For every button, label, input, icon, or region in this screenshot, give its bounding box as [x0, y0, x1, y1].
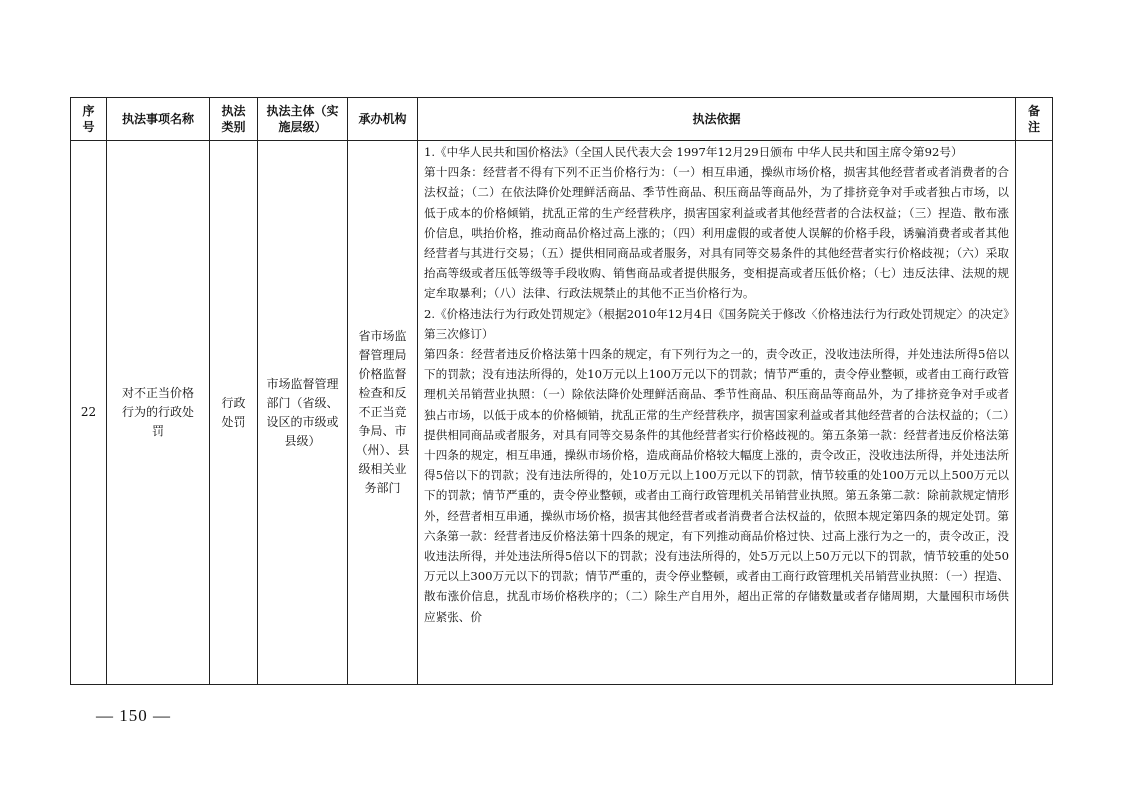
page-number: — 150 — — [96, 706, 171, 725]
header-subject: 执法主体（实施层级） — [258, 98, 348, 141]
table-header-row — [71, 98, 1053, 141]
basis-paragraph: 第十四条：经营者不得有下列不正当价格行为：（一）相互串通，操纵市场价格，损害其他经营者或者消费者的合法权益；（二）在依法降价处理鲜活商品、季节性商品、积压商品等商品外，为了排挤竞争对手或者独占市场，以低于成本的价格倾销，扰乱正常的生产经营秩序，损害国家利益或者其他经营者的合法权益；（三）捏造、散布涨价信息，哄抬价格，推动商品价格过高上涨的；（四）利用虚假的或者使人误解的价格手段，诱骗消费者或者其他经营者与其进行交易；（五）提供相同商品或者服务，对具有同等交易条件的其他经营者实行价格歧视；（六）采取抬高等级或者压低等级等手段收购、销售商品或者提供服务，变相提高或者压低价格；（七）违反法律、法规的规定牟取暴利；（八）法律、行政法规禁止的其他不正当价格行为。 — [424, 165, 1009, 301]
basis-text-block — [424, 142, 1009, 684]
basis-paragraph: 1.《中华人民共和国价格法》（全国人民代表大会 1997年12月29日颁布 中华人民共和国主席令第92号） — [424, 145, 963, 159]
cell-remarks — [1016, 141, 1053, 685]
header-basis: 执法依据 — [418, 98, 1016, 141]
cell-agency: 省市场监督管理局价格监督检查和反不正当竞争局、市（州）、县级相关业务部门 — [348, 141, 418, 685]
header-agency: 承办机构 — [348, 98, 418, 141]
basis-paragraph: 第四条：经营者违反价格法第十四条的规定，有下列行为之一的，责令改正，没收违法所得，并处违法所得5倍以下的罚款；没有违法所得的，处10万元以上100万元以下的罚款；情节严重的，责令停业整顿，或者由工商行政管理机关吊销营业执照：（一）除依法降价处理鲜活商品、季节性商品、积压商品等商品外，为了排挤竞争对手或者独占市场，以低于成本的价格倾销，扰乱正常的生产经营秩序，损害国家利益或者其他经营者的合法权益的；（二）提供相同商品或者服务，对具有同等交易条件的其他经营者实行价格歧视的。第五条第一款：经营者违反价格法第十四条的规定，相互串通，操纵市场价格，造成商品价格较大幅度上涨的，责令改正，没收违法所得，并处违法所得5倍以下的罚款；没有违法所得的，处10万元以上100万元以下的罚款，情节较重的处100万元以上500万元以下的罚款；情节严重的，责令停业整顿，或者由工商行政管理机关吊销营业执照。第五条第二款：除前款规定情形外，经营者相互串通，操纵市场价格，损害其他经营者或者消费者合法权益的，依照本规定第四条的规定处罚。第六条第一款：经营者违反价格法第十四条的规定，有下列推动商品价格过快、过高上涨行为之一的，责令改正，没收违法所得，并处违法所得5倍以下的罚款；没有违法所得的，处5万元以上50万元以下的罚款，情节较重的处50万元以上300万元以下的罚款；情节严重的，责令停业整顿，或者由工商行政管理机关吊销营业执照：（一）捏造、散布涨价信息，扰乱市场价格秩序的；（二）除生产自用外，超出正常的存储数量或者存储周期，大量囤积市场供应紧张、价 — [424, 347, 1009, 624]
cell-no: 22 — [71, 141, 107, 685]
cell-subject: 市场监督管理部门（省级、设区的市级或县级） — [258, 141, 348, 685]
header-remarks: 备注 — [1016, 98, 1053, 141]
header-no: 序号 — [71, 98, 107, 141]
law-enforcement-table — [70, 97, 1053, 685]
table-row — [71, 141, 1053, 685]
cell-basis — [418, 141, 1016, 685]
header-category: 执法类别 — [210, 98, 258, 141]
cell-category: 行政处罚 — [210, 141, 258, 685]
basis-paragraph: 2.《价格违法行为行政处罚规定》（根据2010年12月4日《国务院关于修改〈价格违法行为行政处罚规定〉的决定》第三次修订） — [424, 306, 1009, 341]
cell-item-name: 对不正当价格行为的行政处罚 — [107, 141, 210, 685]
header-item-name: 执法事项名称 — [107, 98, 210, 141]
